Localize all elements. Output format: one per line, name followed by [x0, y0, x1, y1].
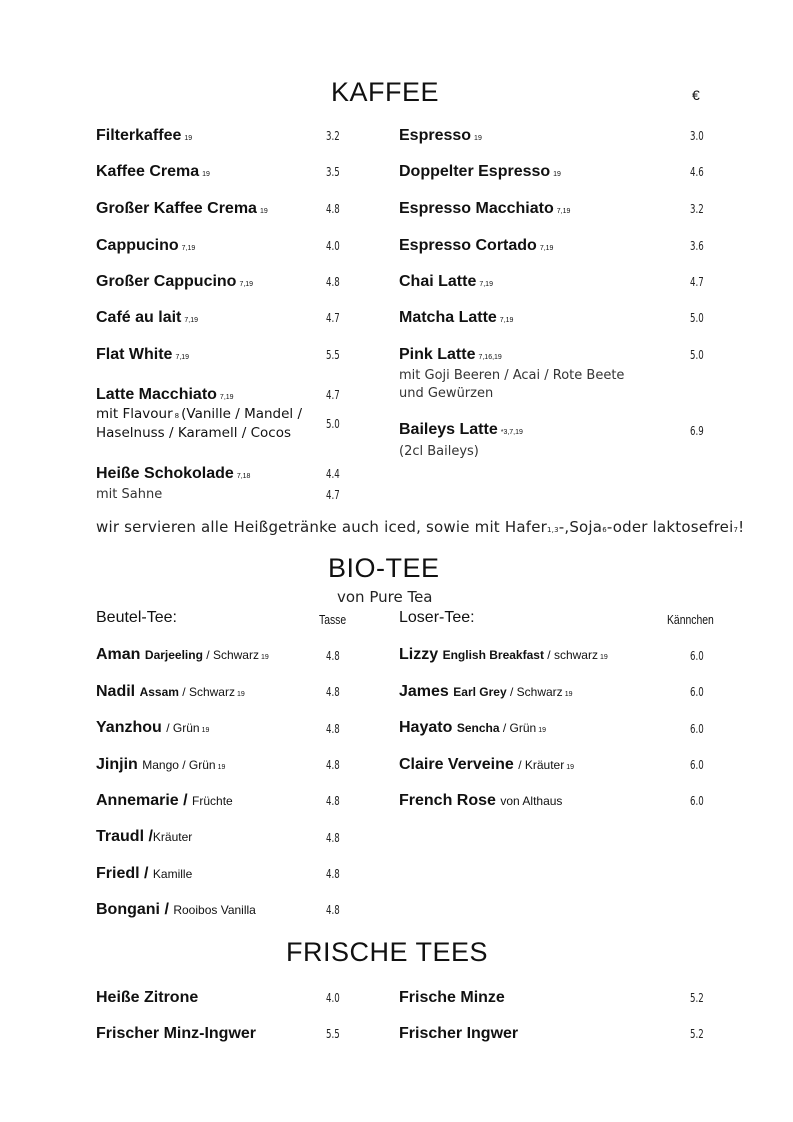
tea-item-price: 4.8 — [326, 685, 340, 699]
tea-item-name: French Rose von Althaus — [399, 792, 563, 809]
tea-item-price: 6.0 — [690, 722, 704, 736]
menu-item-description: mit Goji Beeren / Acai / Rote Beete — [399, 368, 625, 383]
iced-note: wir servieren alle Heißgetränke auch iced, sowie mit Hafer1,3-,Soja6-oder laktosefrei7! — [96, 518, 745, 536]
menu-item-name: Espresso 19 — [399, 127, 482, 144]
menu-item-price: 4.0 — [326, 239, 340, 253]
tea-item-name: Annemarie / Früchte — [96, 792, 233, 809]
menu-item-name: Frische Minze — [399, 989, 505, 1006]
loser-tee-header: Loser-Tee: — [399, 609, 475, 626]
menu-item-name: Heiße Schokolade 7,18 — [96, 465, 251, 482]
menu-item-description: und Gewürzen — [399, 386, 494, 401]
menu-item-price: 5.0 — [326, 417, 340, 431]
menu-item-name: Frischer Minz-Ingwer — [96, 1025, 257, 1042]
kaffee-title: KAFFEE — [331, 77, 440, 107]
menu-item-price: 4.4 — [326, 467, 340, 481]
tasse-header: Tasse — [319, 612, 347, 627]
menu-item-name: Chai Latte 7,19 — [399, 273, 493, 290]
menu-item-name: Espresso Macchiato 7,19 — [399, 200, 571, 217]
menu-item-price: 4.8 — [326, 202, 340, 216]
menu-item-price: 5.2 — [690, 991, 704, 1005]
tea-item-price: 4.8 — [326, 903, 340, 917]
beutel-tee-header: Beutel-Tee: — [96, 609, 177, 626]
menu-item-price: 5.5 — [326, 348, 340, 362]
menu-item-name: Café au lait 7,19 — [96, 309, 198, 326]
frische-title: FRISCHE TEES — [286, 937, 489, 967]
tea-item-price: 6.0 — [690, 794, 704, 808]
tea-item-name: James Earl Grey / Schwarz 19 — [399, 683, 573, 700]
menu-item-name: Frischer Ingwer — [399, 1025, 519, 1042]
menu-item-description: (2cl Baileys) — [399, 444, 479, 459]
tea-item-name: Jinjin Mango / Grün 19 — [96, 756, 226, 773]
menu-item-price: 3.5 — [326, 165, 340, 179]
menu-item-price: 4.7 — [326, 311, 340, 325]
tea-item-price: 4.8 — [326, 831, 340, 845]
menu-item-price: 6.9 — [690, 424, 704, 438]
tea-item-price: 6.0 — [690, 685, 704, 699]
tea-item-price: 4.8 — [326, 649, 340, 663]
biotee-subtitle: von Pure Tea — [337, 588, 433, 606]
menu-item-name: Kaffee Crema 19 — [96, 163, 210, 180]
tea-item-price: 4.8 — [326, 722, 340, 736]
menu-item-price: 4.7 — [326, 488, 340, 502]
menu-item-name: Pink Latte 7,16,19 — [399, 346, 502, 363]
currency-label: € — [692, 87, 700, 103]
menu-item-description: Haselnuss / Karamell / Cocos — [96, 425, 292, 441]
menu-item-name: Großer Kaffee Crema 19 — [96, 200, 268, 217]
tea-item-price: 4.8 — [326, 794, 340, 808]
tea-item-name: Lizzy English Breakfast / schwarz 19 — [399, 646, 608, 663]
menu-item-name: Flat White 7,19 — [96, 346, 190, 363]
menu-item-name: Baileys Latte *3,7,19 — [399, 421, 523, 438]
tea-item-price: 6.0 — [690, 649, 704, 663]
tea-item-name: Friedl / Kamille — [96, 865, 193, 882]
tea-item-name: Nadil Assam / Schwarz 19 — [96, 683, 245, 700]
tea-item-name: Bongani / Rooibos Vanilla — [96, 901, 256, 918]
menu-item-description: mit Sahne — [96, 487, 163, 502]
menu-item-name: Cappucino 7,19 — [96, 237, 196, 254]
menu-item-name: Großer Cappucino 7,19 — [96, 273, 254, 290]
biotee-title: BIO-TEE — [328, 553, 440, 583]
tea-item-name: Aman Darjeeling / Schwarz 19 — [96, 646, 269, 663]
menu-item-name: Doppelter Espresso 19 — [399, 163, 561, 180]
menu-item-price: 4.7 — [690, 275, 704, 289]
menu-item-price: 5.5 — [326, 1027, 340, 1041]
tea-item-price: 4.8 — [326, 867, 340, 881]
menu-item-price: 3.2 — [690, 202, 704, 216]
menu-item-price: 5.0 — [690, 348, 704, 362]
menu-item-price: 5.2 — [690, 1027, 704, 1041]
tea-item-name: Yanzhou / Grün 19 — [96, 719, 210, 736]
tea-item-name: Hayato Sencha / Grün 19 — [399, 719, 546, 736]
menu-item-name: Matcha Latte 7,19 — [399, 309, 514, 326]
menu-item-price: 4.8 — [326, 275, 340, 289]
menu-item-price: 3.0 — [690, 129, 704, 143]
tea-item-name: Claire Verveine / Kräuter 19 — [399, 756, 575, 773]
menu-item-price: 4.7 — [326, 388, 340, 402]
tea-item-price: 4.8 — [326, 758, 340, 772]
tea-item-name: Traudl /Kräuter — [96, 828, 193, 845]
menu-item-price: 4.6 — [690, 165, 704, 179]
menu-item-price: 4.0 — [326, 991, 340, 1005]
tea-item-price: 6.0 — [690, 758, 704, 772]
menu-item-price: 5.0 — [690, 311, 704, 325]
menu-item-name: Filterkaffee 19 — [96, 127, 193, 144]
menu-item-name: Latte Macchiato 7,19 — [96, 386, 234, 403]
menu-item-description: mit Flavour 8 (Vanille / Mandel / — [96, 406, 303, 422]
menu-item-price: 3.2 — [326, 129, 340, 143]
menu-item-name: Heiße Zitrone — [96, 989, 199, 1006]
menu-item-name: Espresso Cortado 7,19 — [399, 237, 554, 254]
kaennchen-header: Kännchen — [667, 612, 714, 627]
menu-item-price: 3.6 — [690, 239, 704, 253]
